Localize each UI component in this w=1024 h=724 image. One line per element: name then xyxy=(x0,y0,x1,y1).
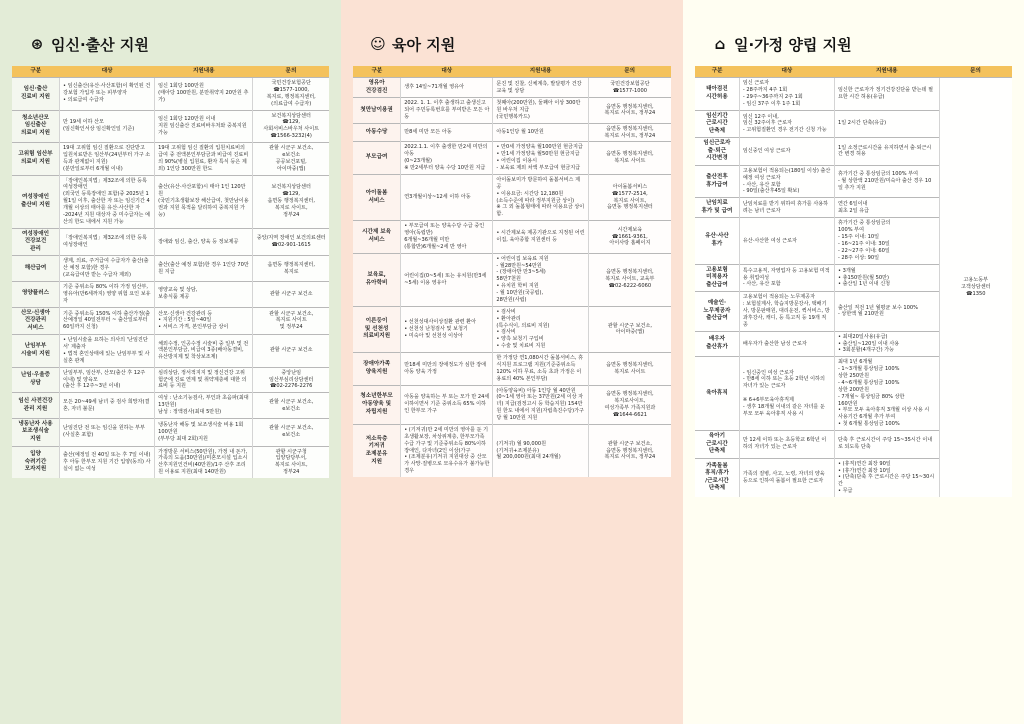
header-contact: 문의 xyxy=(939,66,1012,78)
header-support: 지원내용 xyxy=(493,66,588,78)
row-category: 냉동난자 사용 보조생식술 지원 xyxy=(12,418,60,446)
row-contact: 읍면동 행정복지센터, 복지로 사이트, 정부24 xyxy=(588,98,671,124)
row-support: • 검사비 • 환아관리 (특수식이, 의료비 지원) • 검사비 • 양측 보청기 구입비 • 수술 및 치료비 지원 xyxy=(493,306,588,352)
row-contact: 고용노동부 고객상담센터 ☎1350 xyxy=(939,78,1012,498)
row-support: 아이돌보미가 방문하여 돌봄서비스 제공 • 이용요금: 시간당 12,180원 (소득수준에 따라 정부지원금 상이) ※ 그 외 돌봄형태에 따라 이용요금 상이함. xyxy=(493,174,588,220)
childcare-panel xyxy=(341,0,683,724)
row-support: 심리상담, 정서적지지 및 정신건강 고위험군에 진료 연계 및 취약계층에 대한 의료비 등 지원 xyxy=(155,367,253,393)
header-contact: 문의 xyxy=(253,66,329,78)
row-target: 모든 20~49세 남녀 중 검사 희망자(결혼, 자녀 불문) xyxy=(60,393,155,419)
row-contact: 보건복지상담센터 ☎129, 읍면동 행정복지센터, 복지로 사이트, 정부24 xyxy=(253,175,329,228)
row-target: 만18세 미만의 장애정도가 심한 장애아동 양육 가정 xyxy=(401,353,493,386)
table-row xyxy=(353,78,671,98)
house-icon: ⌂ xyxy=(714,35,726,53)
row-support: 단축 후 근로시간이 주당 15~35시간 이내로 되도록 단축 xyxy=(834,431,939,459)
header-target: 대상 xyxy=(401,66,493,78)
row-contact: 읍면동 행정복지센터, 복지로 사이트, 교육부 ☎02-6222-6060 xyxy=(588,253,671,306)
row-category: 육아기 근로시간 단축제 xyxy=(695,431,739,459)
table-row xyxy=(12,175,329,228)
row-target: 「장애인복지법」제32조에 의한 등록 여성장애인 (외국인 등록장애인 포함)중 2025년 1월1일 이후, 출산한 자 또는 임신기간 4개월 이상의 태아를 유산·사산한 자 -2024년 지원 대상자 중 미수급자는 예산의 한도 내에서 지원 가능 xyxy=(60,175,155,228)
row-category: 이른둥이 및 선천성 의료비지원 xyxy=(353,306,401,352)
row-category: 청소년한부모 아동양육 및 자립지원 xyxy=(353,385,401,424)
row-category: 가족돌봄 휴직/휴가 /근로시간 단축제 xyxy=(695,458,739,497)
row-category: 출산전후 휴가급여 xyxy=(695,165,739,198)
row-category: 난임치료 휴가 및 급여 xyxy=(695,198,739,218)
pregnancy-title-text: 임신·출산 지원 xyxy=(51,35,149,54)
row-category: 여성장애인 출산비 지원 xyxy=(12,175,60,228)
row-category: 영유아 건강검진 xyxy=(353,78,401,98)
row-support: 아동1인당 월 10만원 xyxy=(493,123,588,142)
row-category: 시간제 보육 서비스 xyxy=(353,221,401,254)
childcare-title xyxy=(369,28,671,60)
row-support: 임신한 근로자가 정기건강진단을 받는데 필요한 시간 허용(유급) xyxy=(834,78,939,111)
baby-icon: ☺ xyxy=(370,35,386,53)
row-support: 휴가기간 중 통상임금의 100% 부여 - 15주 이내: 10일 - 16~21주 이내: 30일 - 22~27주 이내: 60일 - 28주 이상: 90일 xyxy=(834,218,939,264)
header-contact: 문의 xyxy=(588,66,671,78)
row-target: 특수고용직, 자영업자 등 고용보험 미적용 취업여성 - 사산, 유산 포함 xyxy=(739,264,834,292)
row-support: • 3개월 • 총150만원(월 50만) • 출산일 1년 이내 신청 xyxy=(834,264,939,292)
row-target: 임신 12주 이내, 임신 32주이후 근로자 - 고위험질환인 경우 전기간 신청 가능 xyxy=(739,110,834,138)
row-target: 「장애인복지법」제32조에 의한 등록 여성장애인 xyxy=(60,228,155,256)
row-support: • (휴직)연간 최장 90일 • (휴가)연간 최장 10일 • (단축)단축 후 근로시간은 주당 15~30시간 • 무급 xyxy=(834,458,939,497)
row-support: 체외수정, 인공수정 시술비 중 일부 및 전액본인부담금, 비급여 3종(배아동결비, 유산방지제 및 착상보조제) xyxy=(155,335,253,368)
row-category: 해산급여 xyxy=(12,256,60,282)
row-support: 문진 및 진찰, 신체계측, 발달평가 건강교육 및 상담 xyxy=(493,78,588,98)
row-contact: 관할 시군구 보건소, 읍면동 행정복지센터, 복지로 사이트, 정부24 xyxy=(588,424,671,477)
row-contact: 읍면동 행정복지센터, 복지로 사이트 xyxy=(588,353,671,386)
pregnancy-table xyxy=(12,66,329,478)
row-target: 연3개월이상~12세 이하 아동 xyxy=(401,174,493,220)
row-contact: 관할 시군구 보건소, e보건소 xyxy=(253,393,329,419)
row-contact: 시간제보육 ☎1661-9361, 아이사랑 홈페이지 xyxy=(588,221,671,254)
row-category: 청소년산모 임신출산 의료비 지원 xyxy=(12,110,60,143)
row-contact: 아이돌봄서비스 ☎1577-2514, 복지로 사이트, 읍면동 행정복지센터 xyxy=(588,174,671,220)
row-target: 2022. 1. 1. 이후 출생하고 출생신고 되어 주민등록번호를 부여받은 모든 아동 xyxy=(401,98,493,124)
table-row xyxy=(12,281,329,307)
row-contact: 읍면동 행정복지센터, 복지로 사이트, 정부24 xyxy=(588,123,671,142)
header-category: 구분 xyxy=(12,66,60,78)
row-target: • (기저귀)만 2세 미만의 영아를 둔 기초생활보장, 차상위계층, 한부모가족 수급 가구 및 기준중위소득 80%이하 장애인, 다자녀(2인 이상)가구 • (조제분유)기저귀 지원대상 중 산모가 사망·질병으로 모유수유가 불가능한 경우 xyxy=(401,424,493,477)
row-support: 연간 6일이내 최초 2일 유급 xyxy=(834,198,939,218)
row-category: 아이돌봄 서비스 xyxy=(353,174,401,220)
row-support: 최대 1년 6개월 - 1~3개월 통상임금 100% 상한 250만원 - 4~6개월 통상임금 100% 상한 200만원 - 7개월~ 통상임금 80% 상한 160만원 • 부모 모두 육아휴직 3개월 이상 사용 시 사용기간 6개월 추가 부여 • 첫 6개월 통상임금 100% xyxy=(834,357,939,431)
header-target: 대상 xyxy=(60,66,155,78)
row-target: 임신중인 여성 근로자 xyxy=(739,138,834,166)
row-contact: 국민건강보험공단 ☎1577-1000, 복지로, 행정복지센터, (의료급여 수급자) xyxy=(253,78,329,111)
row-target: 고용보험이 적용되는(180일 이상) 출산 예정 여성 근로자 - 사산, 유산 포함 - 90일(출산후45일 확보) xyxy=(739,165,834,198)
row-contact: 읍면동 행정복지센터, 복지로 사이트 xyxy=(588,142,671,175)
row-target: 가족의 질병, 사고, 노령, 자녀의 양육 등으로 인하여 돌봄이 필요한 근로자 xyxy=(739,458,834,497)
table-row xyxy=(353,424,671,477)
header-support: 지원내용 xyxy=(834,66,939,78)
row-support: 출산(출산 예정 포함)한 경우 1인당 70만원 지급 xyxy=(155,256,253,282)
row-target: • 부모급여 또는 양육수당 수급 중인 영아(독립반) 6개월~36개월 미만 (통합반)6개월~2세 반 영아 xyxy=(401,221,493,254)
row-target: 생후 14일~71개월 영유아 xyxy=(401,78,493,98)
row-category: 임신 사전건강 관리 지원 xyxy=(12,393,60,419)
row-target: 난임진단 전 또는 임신을 원하는 부부(사실혼 포함) xyxy=(60,418,155,446)
pregnancy-panel xyxy=(0,0,341,724)
row-category: 고위험 임산부 의료비 지원 xyxy=(12,143,60,176)
table-row xyxy=(12,446,329,478)
table-row xyxy=(353,174,671,220)
row-target: 2022.1.1. 이후 출생한 만2세 미만의 아동 (0~23개월) ※ 만2세부터 양육 수당 10만원 지급 xyxy=(401,142,493,175)
row-target: 만8세 미만 모든 아동 xyxy=(401,123,493,142)
baby-bottle-icon: ⊛ xyxy=(30,35,44,53)
row-contact: 관할 시군구 보건소 xyxy=(253,281,329,307)
table-row xyxy=(695,78,1012,111)
row-contact: 읍면동 행정복지센터, 복지로 xyxy=(253,256,329,282)
table-row xyxy=(12,228,329,256)
table-row xyxy=(353,123,671,142)
table-row xyxy=(353,306,671,352)
row-contact: 중앙/지역 장애인 보건의료센터 ☎02-901-1615 xyxy=(253,228,329,256)
row-support: 냉동난자 해동 및 보조생식술 비용 1회 100만원 (부부당 최대 2회)지원 xyxy=(155,418,253,446)
row-support: • 최대20일사용(유급) • 출산일~120일 이내 사용 • 3회분할(4개구간) 가능 xyxy=(834,331,939,357)
row-contact: 관할 시군구 보건소, 아이마중(앱) xyxy=(588,306,671,352)
table-row xyxy=(353,142,671,175)
row-category: 임신·출산 진료비 지원 xyxy=(12,78,60,111)
table-row xyxy=(12,418,329,446)
row-category: 영양플러스 xyxy=(12,281,60,307)
row-support: 임신 1회당 100만원 (태아당 100만원, 분만취약지 20만원 추가) xyxy=(155,78,253,111)
row-target: - 임신중인 여성 근로자 - 만8세 이하 또는 초등 2학년 이하의 자녀가 있는 근로자 ※ 6+6부모육아휴직제 - 생후 18개월 이내의 같은 자녀를 둔 부모 모두 육아휴직 사용 시 xyxy=(739,357,834,431)
row-support: 산모·신생아 건강관리 등 • 지원기간 : 5일~40일 • 서비스 가격, 본인부담금 상이 xyxy=(155,307,253,335)
row-support: 장애와 임신, 출산, 양육 등 정보제공 xyxy=(155,228,253,256)
row-target: 어린이집(0~5세) 또는 유치원(만3세~5세) 이용 영유아 xyxy=(401,253,493,306)
row-target: 배우자가 출산한 남성 근로자 xyxy=(739,331,834,357)
workfamily-table xyxy=(695,66,1012,497)
row-support: 가정방문 서비스(50만원), 가정 내 돈가, 가족의 도움(30만원)/미혼모시설 입소시 산후지원인건비(40만원)/1주 산후 조리원 이용료 지원(최대 140만원) xyxy=(155,446,253,478)
row-support: • 시간제보육 제공기관으로 지정된 어린이집, 육아종합 지원센터 등 xyxy=(493,221,588,254)
row-support: • 만0세 가정양육 월100만원 현금지급 • 만1세 가정양육 월50만원 현금지급 • 어린이집 이용시 - 보육료 제외 차액 부모급여 현금지급 xyxy=(493,142,588,175)
row-contact: 중앙난임 임산부심리상담센터 ☎02-2276-2276 xyxy=(253,367,329,393)
row-support: • 어린이집 보육료 지원 - 월28만원~54만원 - (장애아반 만3~5세) 58만7천원 • 유치원 학비 지원 - 월 10만원(국공립), 28만원(사립) xyxy=(493,253,588,306)
row-support: 한 가정당 연1,080시간 돌봄서비스, 휴식지원 프로그램 지원(기준중위소득 120% 이하 무료, 소득 초과 가정은 이용료의 40% 본인부담) xyxy=(493,353,588,386)
row-target: • 임신출산(유산·사산포함)이 확인된 건강보험 가입자 또는 피부양자 • 의료급여 수급자 xyxy=(60,78,155,111)
row-target: 난임부부, 임산부, 산모(출산 후 12주 이내) 및 양육모 (출산 후 12주~3년 이내) xyxy=(60,367,155,393)
row-category: 임신근로자 출·퇴근 시간변경 xyxy=(695,138,739,166)
childcare-table xyxy=(353,66,671,477)
table-row xyxy=(12,393,329,419)
row-target: 기준 중위소득 150% 이하 출산가정(출산예정일 40일전부터 ~ 출산일로부터 60일까지 신청) xyxy=(60,307,155,335)
row-category: 유산·사산 휴가 xyxy=(695,218,739,264)
table-row xyxy=(12,78,329,111)
table-row xyxy=(12,110,329,143)
row-category: 입양 숙려기간 모자지원 xyxy=(12,446,60,478)
row-category: 저소득층 기저귀 조제분유 지원 xyxy=(353,424,401,477)
row-category: 여성장애인 건강보건 관리 xyxy=(12,228,60,256)
row-support: (아동양육비) 아동 1인당 월 40만원(0~1세 영아 또는 37만원(2세 이상 자녀) 지급(검정고시 등 학습지원) 154만원 한도 내에서 지원(자립촉진수당)가구당 월 10만원 지원 xyxy=(493,385,588,424)
header-target: 대상 xyxy=(739,66,834,78)
row-support: 출산일 직전 1년 월평균 보수 100% - 상한액 월 210만원 xyxy=(834,292,939,331)
pregnancy-title xyxy=(28,28,329,60)
table-row xyxy=(353,385,671,424)
row-support: 1일 2시간 단축(유급) xyxy=(834,110,939,138)
row-contact: 관할 시군구 보건소, e보건소 공공보건포털, 아이마중(앱) xyxy=(253,143,329,176)
row-target: 고용보험이 적용되는 노무제공자 : 보험설계사, 학습지방문강사, 택배기사, 방문판매원, 대리운전, 퀵서비스, 방과후강사, 캐디, 등 특고직 등 19개 직종 xyxy=(739,292,834,331)
row-category: 예술인· 노무제공자 출산급여 xyxy=(695,292,739,331)
header-support: 지원내용 xyxy=(155,66,253,78)
row-support: 임신 1회당 120만원 이내 지원 임신출산 진료비바우처와 중복지원 가능 xyxy=(155,110,253,143)
row-category: 난임·우울증 상담 xyxy=(12,367,60,393)
row-target: 만 12세 이하 또는 초등학교 6학년 이하의 자녀가 있는 근로자 xyxy=(739,431,834,459)
row-category: 임신기간 근로시간 단축제 xyxy=(695,110,739,138)
workfamily-panel xyxy=(683,0,1024,724)
table-row xyxy=(12,367,329,393)
row-support: 출산(유산·사산포함)시 태아 1인 120만원 (국민기초생활보장 해산급여, 첫만남이용권과 지원 목적을 달리하여 중복지원 가능) xyxy=(155,175,253,228)
row-category: 배우자 출산휴가 xyxy=(695,331,739,357)
workfamily-title xyxy=(711,28,1012,60)
row-target: 유산·사산한 여성 근로자 xyxy=(739,218,834,264)
row-target: 19대 고위험 임신 질환으로 진단받고 입원치료받은 임산부(24년부터 가구 소득과 관계없이 지원) (분만일로부터 6개월 이내) xyxy=(60,143,155,176)
row-support: (기저귀) 월 90,000원 (기저귀+조제분유) 월 200,000원(최대 24개월) xyxy=(493,424,588,477)
row-contact: 국민건강보험공단 ☎1577-1000 xyxy=(588,78,671,98)
row-target: • 선천성대사이상질환 관련 환아 • 선천성 난청검사 및 보청기 • 미숙아 및 선천성 이상아 xyxy=(401,306,493,352)
workfamily-title-text: 일·가정 양립 지원 xyxy=(734,35,852,54)
table-row xyxy=(353,98,671,124)
header-category: 구분 xyxy=(353,66,401,78)
row-category: 보육료, 유아학비 xyxy=(353,253,401,306)
row-category: 육아휴직 xyxy=(695,357,739,431)
row-target: 출산(예정일 전 40일 또는 후 7일 이내) 후 아동 한부모 지원 기간 입양(동의) 사실이 없는 여성 xyxy=(60,446,155,478)
row-category: 장애아가족 양육지원 xyxy=(353,353,401,386)
row-target: 임신 근로자 - 28주까지 4주 1회 - 29주~36주까지 2주 1회 - 임신 37주 이후 1주 1회 xyxy=(739,78,834,111)
row-category: 아동수당 xyxy=(353,123,401,142)
row-contact: 읍면동 행정복지센터, 복지로사이트, 여성가족부 가족지원과 ☎1644-6621 xyxy=(588,385,671,424)
row-contact: 관할 시군구 보건소, e보건소 xyxy=(253,418,329,446)
row-category: 부모급여 xyxy=(353,142,401,175)
table-row xyxy=(12,307,329,335)
row-target: 기준 중위소득 80% 이하 가정 임산부, 영유아(만6세까지) 영양 위험 요인 보유자 xyxy=(60,281,155,307)
row-target: 생계, 의료, 주거급여 수급자가 출산(출산 예정 포함)한 경우 (교육급여만 받는 수급자 제외) xyxy=(60,256,155,282)
childcare-title-text: 육아 지원 xyxy=(392,35,456,54)
row-support: 첫째아(200만원), 둘째아 이상 300만원 바우처 지급 (국민행복카드) xyxy=(493,98,588,124)
row-target: 만 19세 이하 산모 (임신확인서상 임신확인일 기준) xyxy=(60,110,155,143)
row-support: 영양교육 및 상담, 보충식품 제공 xyxy=(155,281,253,307)
table-row xyxy=(353,353,671,386)
row-target: 아동을 양육하는 부 또는 모가 만 24세 이하이면서 기준 중위소득 65% 이하인 한부모 가구 xyxy=(401,385,493,424)
header-category: 구분 xyxy=(695,66,739,78)
table-row xyxy=(12,335,329,368)
table-row xyxy=(12,143,329,176)
row-category: 첫만남이용권 xyxy=(353,98,401,124)
row-category: 난임부부 시술비 지원 xyxy=(12,335,60,368)
row-category: 산모·신생아 건강관리 서비스 xyxy=(12,307,60,335)
row-contact: 관할 시군구 보건소, 복지로 사이트 및 정부24 xyxy=(253,307,329,335)
table-row xyxy=(12,256,329,282)
row-target: • 난임시술을 요하는 의사의 '난임진단서' 제출자 • 법적 혼인상태에 있는 난임부부 및 사실혼 관계 xyxy=(60,335,155,368)
row-support: 1일 소정근로시간을 유지하면서 출·퇴근시간 변경 허용 xyxy=(834,138,939,166)
table-row xyxy=(353,221,671,254)
row-target: 난임치료를 받기 위하여 휴가를 사용하려는 남녀 근로자 xyxy=(739,198,834,218)
row-support: 19대 고위험 임신 질환의 입원치료비의 급여 중 전액본인부담금과 비급여 진료비의 90%(병실 입원료, 환자 특식 등은 제외) 1인당 300만원 한도 xyxy=(155,143,253,176)
table-row xyxy=(353,253,671,306)
row-contact: 보건복지상담센터 ☎129, 사회서비스바우처 사이트 ☎1566-3232(4) xyxy=(253,110,329,143)
row-contact: 관할 시군구청 입양담당부서, 복지로 사이트, 정부24 xyxy=(253,446,329,478)
row-category: 태아검진 시간허용 xyxy=(695,78,739,111)
row-support: 여성 : 난소기능검사, 부인과 초음파(최대 13만원) 남성 : 정액검사(최대 5만원) xyxy=(155,393,253,419)
row-contact: 관할 시군구 보건소 xyxy=(253,335,329,368)
row-category: 고용보험 미적용자 출산급여 xyxy=(695,264,739,292)
row-support: 휴가기간 중 통상임금의 100% 부여 - 월 상한액 210만원/미숙아 출산 경우 10일 추가 지원 xyxy=(834,165,939,198)
